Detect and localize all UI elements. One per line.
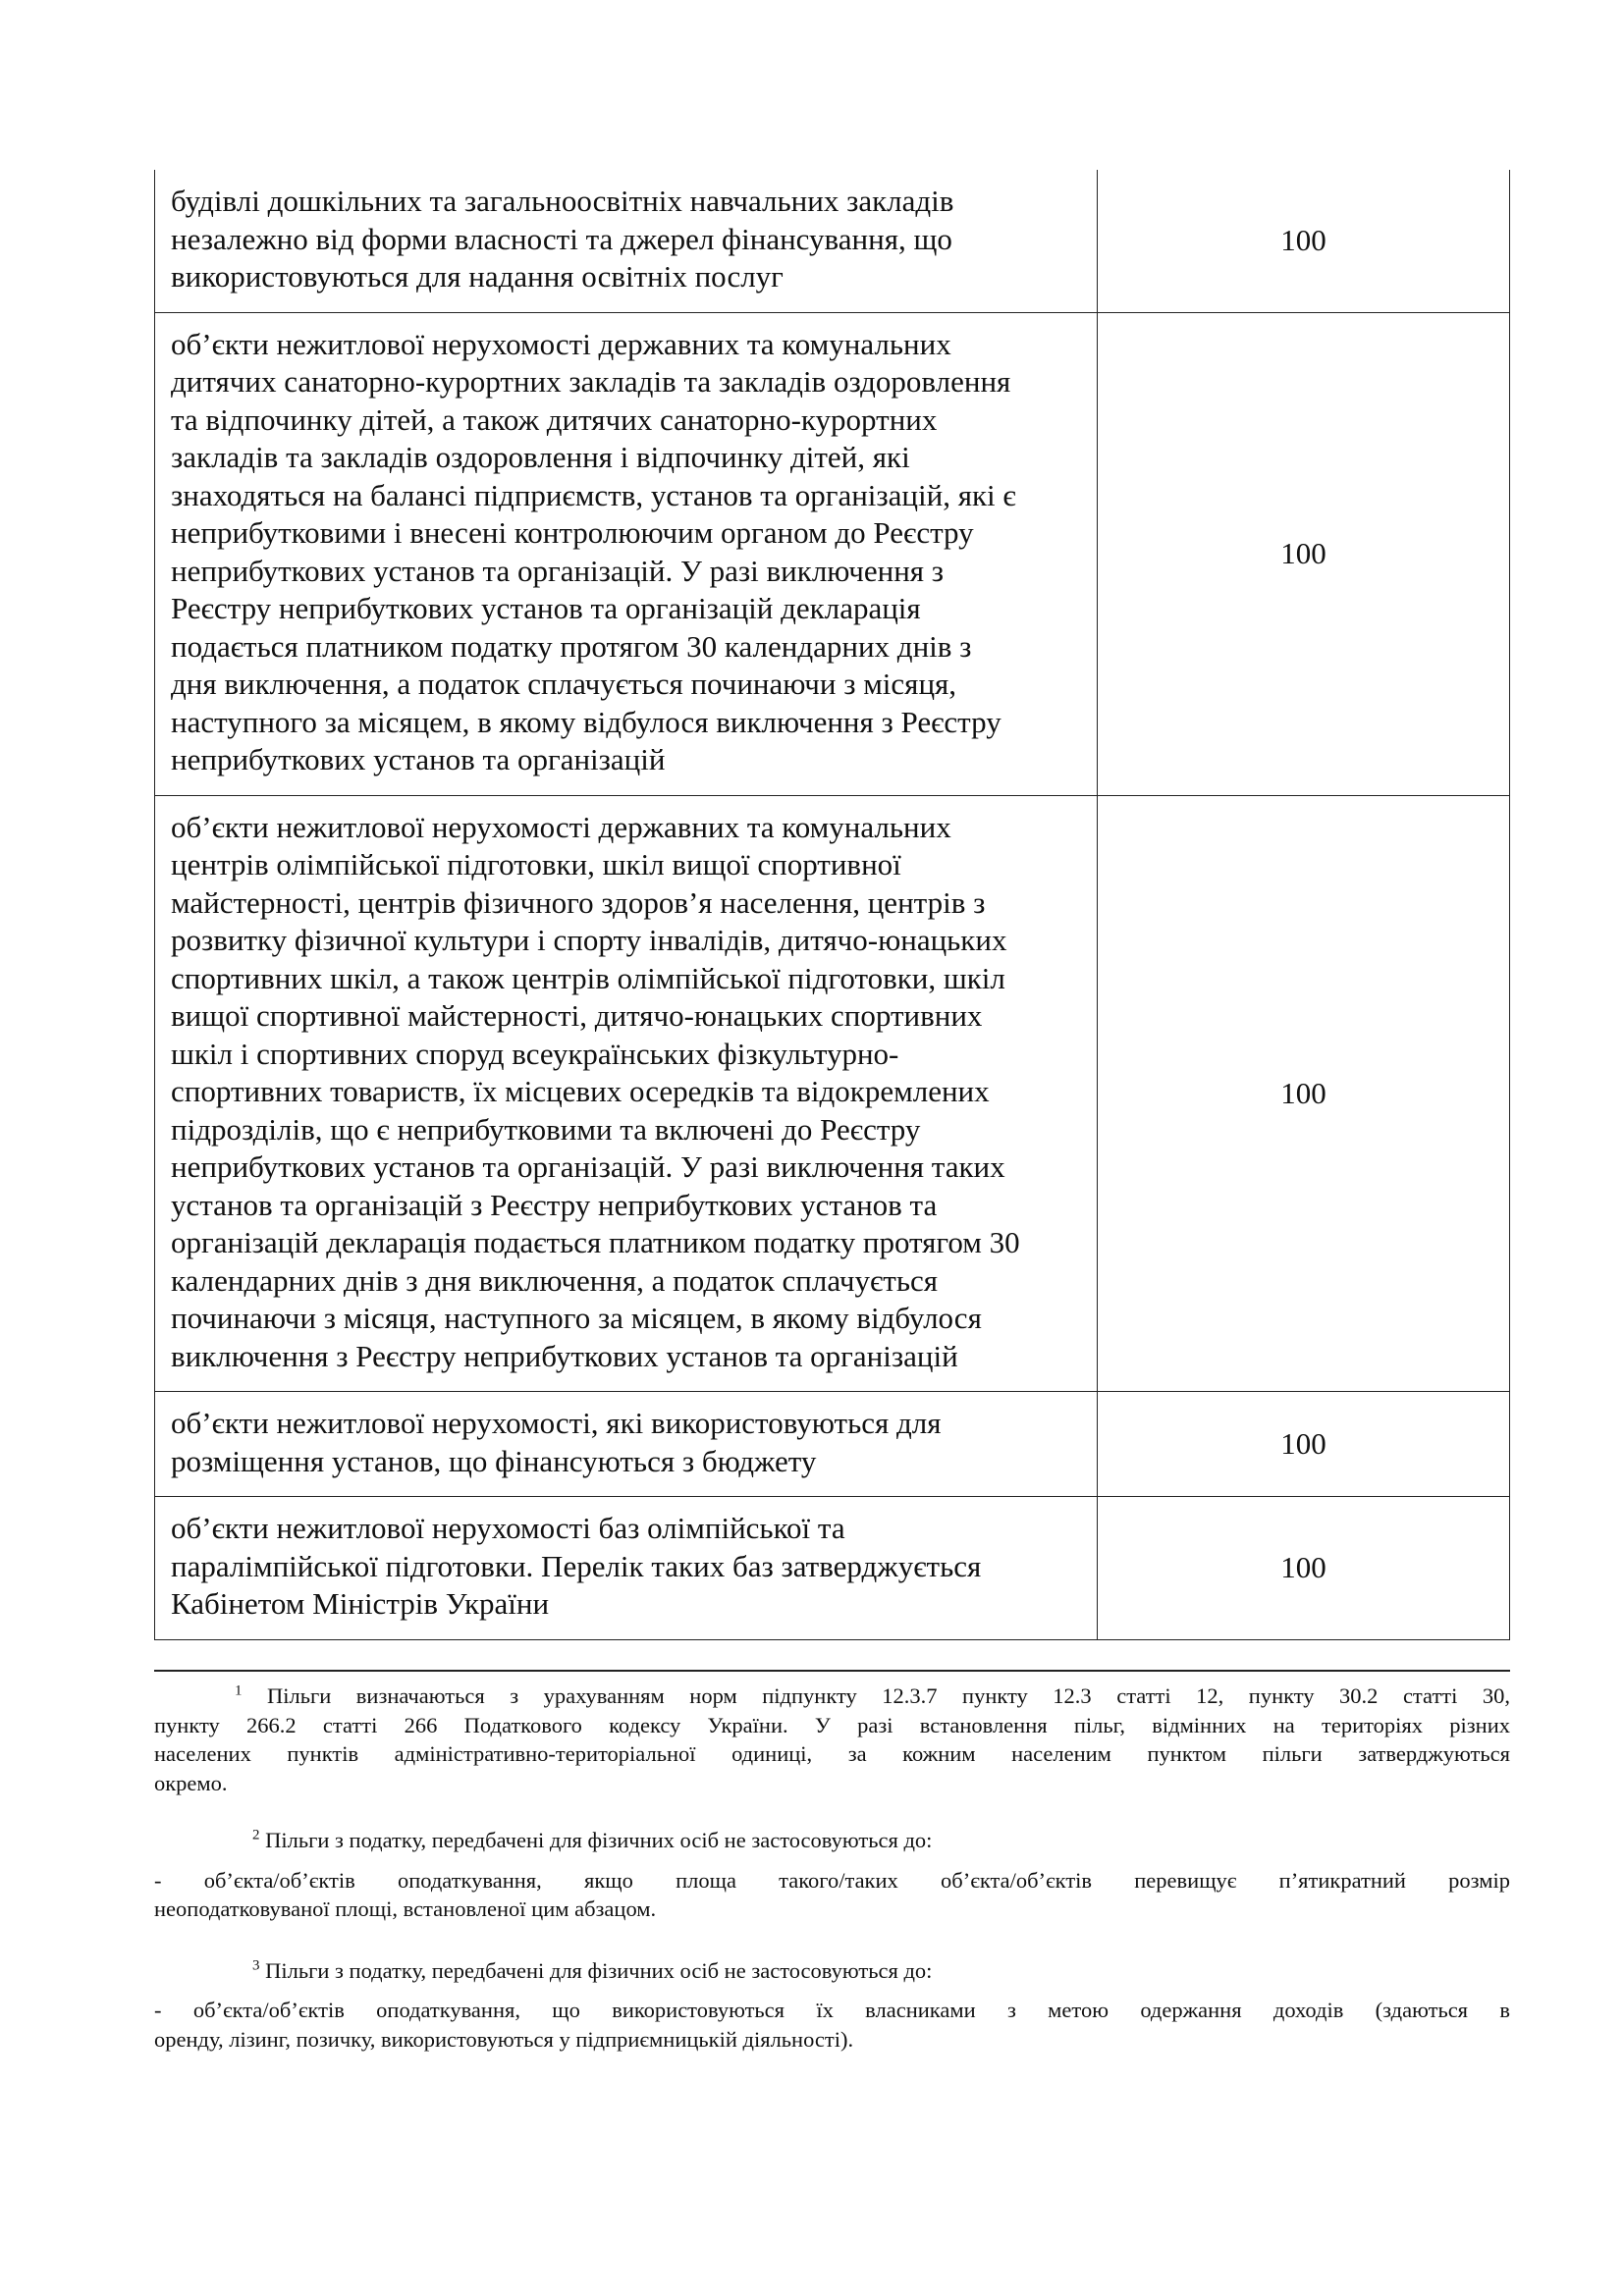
table-row: [155, 1497, 1510, 1640]
description-line: неприбуткових установ та організацій: [171, 742, 666, 776]
row-description: [155, 1497, 1098, 1640]
description-line: Кабінетом Міністрів України: [171, 1586, 550, 1621]
description-line: розміщення установ, що фінансуються з бюджету: [171, 1443, 817, 1478]
footnote-separator: [154, 1670, 1510, 1672]
footnote-line: пункту 266.2 статті 266 Податкового кодексу України. У разі встановлення пільг, відмінних на територіях різних: [154, 1712, 1510, 1737]
description-line: спортивних шкіл, а також центрів олімпійської підготовки, шкіл: [171, 960, 1005, 995]
footnote-text: Пільги визначаються з урахуванням норм підпункту 12.3.7 пункту 12.3 статті 12, пункту 30.2 статті 30,: [267, 1683, 1511, 1708]
table-row: [155, 795, 1510, 1392]
description-line: організацій декларація подається платником податку протягом 30: [171, 1225, 1020, 1259]
description-line: підрозділів, що є неприбутковими та включені до Реєстру: [171, 1111, 921, 1147]
row-rate: 100: [1098, 1392, 1510, 1497]
description-line: та відпочинку дітей, а також дитячих санаторно-курортних: [171, 401, 938, 437]
description-line: установ та організацій з Реєстру неприбуткових установ та: [171, 1187, 938, 1222]
table-row: [155, 312, 1510, 795]
row-rate: 100: [1098, 1497, 1510, 1640]
footnote-line: неоподатковуваної площі, встановленої цим абзацом.: [154, 1896, 657, 1921]
footnote-line: [154, 1682, 1510, 1711]
description-line: подається платником податку протягом 30 календарних днів з: [171, 628, 972, 664]
description-line: знаходяться на балансі підприємств, установ та організацій, які є: [171, 477, 1016, 512]
row-description: [155, 312, 1098, 795]
row-rate: 100: [1098, 312, 1510, 795]
description-line: виключення з Реєстру неприбуткових установ та організацій: [171, 1338, 958, 1373]
description-line: об’єкти нежитлової нерухомості, які використовуються для: [171, 1406, 942, 1440]
footnote-line: - об’єкта/об’єктів оподаткування, що використовуються їх власниками з метою одержання доходів (здаються в: [154, 1998, 1510, 2022]
footnote-text: Пільги з податку, передбачені для фізичних осіб не застосовуються до:: [265, 1828, 933, 1852]
description-line: незалежно від форми власності та джерел фінансування, що: [171, 221, 952, 256]
footnote-1: [154, 1682, 1510, 1797]
footnote-lead: [154, 1826, 1510, 1855]
description-line: дня виключення, а податок сплачується починаючи з місяця,: [171, 667, 957, 701]
description-line: неприбуткових установ та організацій. У разі виключення з: [171, 553, 945, 588]
footnote-marker: 1: [235, 1682, 243, 1699]
row-rate: 100: [1098, 170, 1510, 312]
description-line: неприбутковими і внесені контролюючим органом до Реєстру: [171, 515, 974, 550]
footnote-line: населених пунктів адміністративно-територіальної одиниці, за кожним населеним пунктом пільги затверджуються: [154, 1741, 1510, 1766]
footnote-2: [154, 1826, 1510, 1924]
description-line: наступного за місяцем, в якому відбулося виключення з Реєстру: [171, 704, 1001, 739]
footnote-marker: 3: [252, 1957, 260, 1973]
footnote-marker: 2: [252, 1827, 260, 1843]
description-line: використовуються для надання освітніх послуг: [171, 259, 784, 294]
row-description: [155, 1392, 1098, 1497]
description-line: закладів та закладів оздоровлення і відпочинку дітей, які: [171, 440, 910, 474]
description-line: неприбуткових установ та організацій. У разі виключення таких: [171, 1149, 1005, 1184]
row-rate: 100: [1098, 795, 1510, 1392]
description-line: Реєстру неприбуткових установ та організацій декларація: [171, 591, 921, 625]
description-line: об’єкти нежитлової нерухомості державних та комунальних: [171, 326, 951, 361]
description-line: шкіл і спортивних споруд всеукраїнських фізкультурно-: [171, 1036, 899, 1071]
description-line: календарних днів з дня виключення, а податок сплачується: [171, 1262, 938, 1298]
description-line: майстерності, центрів фізичного здоров’я населення, центрів з: [171, 884, 986, 920]
description-line: дитячих санаторно-курортних закладів та закладів оздоровлення: [171, 364, 1011, 399]
description-line: об’єкти нежитлової нерухомості державних та комунальних: [171, 809, 951, 844]
row-description: [155, 170, 1098, 312]
footnote-text: Пільги з податку, передбачені для фізичних осіб не застосовуються до:: [265, 1957, 933, 1983]
footnote-lead: [154, 1956, 1510, 1986]
description-line: починаючи з місяця, наступного за місяцем, в якому відбулося: [171, 1301, 982, 1335]
description-line: об’єкти нежитлової нерухомості баз олімпійської та: [171, 1511, 845, 1545]
description-line: розвитку фізичної культури і спорту інвалідів, дитячо-юнацьких: [171, 923, 1007, 957]
footnote-line: - об’єкта/об’єктів оподаткування, якщо площа такого/таких об’єкта/об’єктів перевищує п’ятикратний розмір: [154, 1867, 1510, 1893]
description-line: будівлі дошкільних та загальноосвітніх навчальних закладів: [171, 184, 954, 218]
footnote-line: окремо.: [154, 1770, 228, 1795]
footnote-3: [154, 1956, 1510, 2055]
footnote-line: оренду, лізинг, позичку, використовуються у підприємницькій діяльності).: [154, 2026, 854, 2052]
description-line: центрів олімпійської підготовки, шкіл вищої спортивної: [171, 847, 901, 881]
description-line: вищої спортивної майстерності, дитячо-юнацьких спортивних: [171, 998, 983, 1033]
description-line: паралімпійської підготовки. Перелік таких баз затверджується: [171, 1548, 982, 1583]
table-row: [155, 1392, 1510, 1497]
footnotes: [154, 1682, 1510, 2054]
row-description: [155, 795, 1098, 1392]
description-line: спортивних товариств, їх місцевих осередків та відокремлених: [171, 1074, 990, 1108]
tax-relief-table: [154, 170, 1510, 1640]
table-row: [155, 170, 1510, 312]
